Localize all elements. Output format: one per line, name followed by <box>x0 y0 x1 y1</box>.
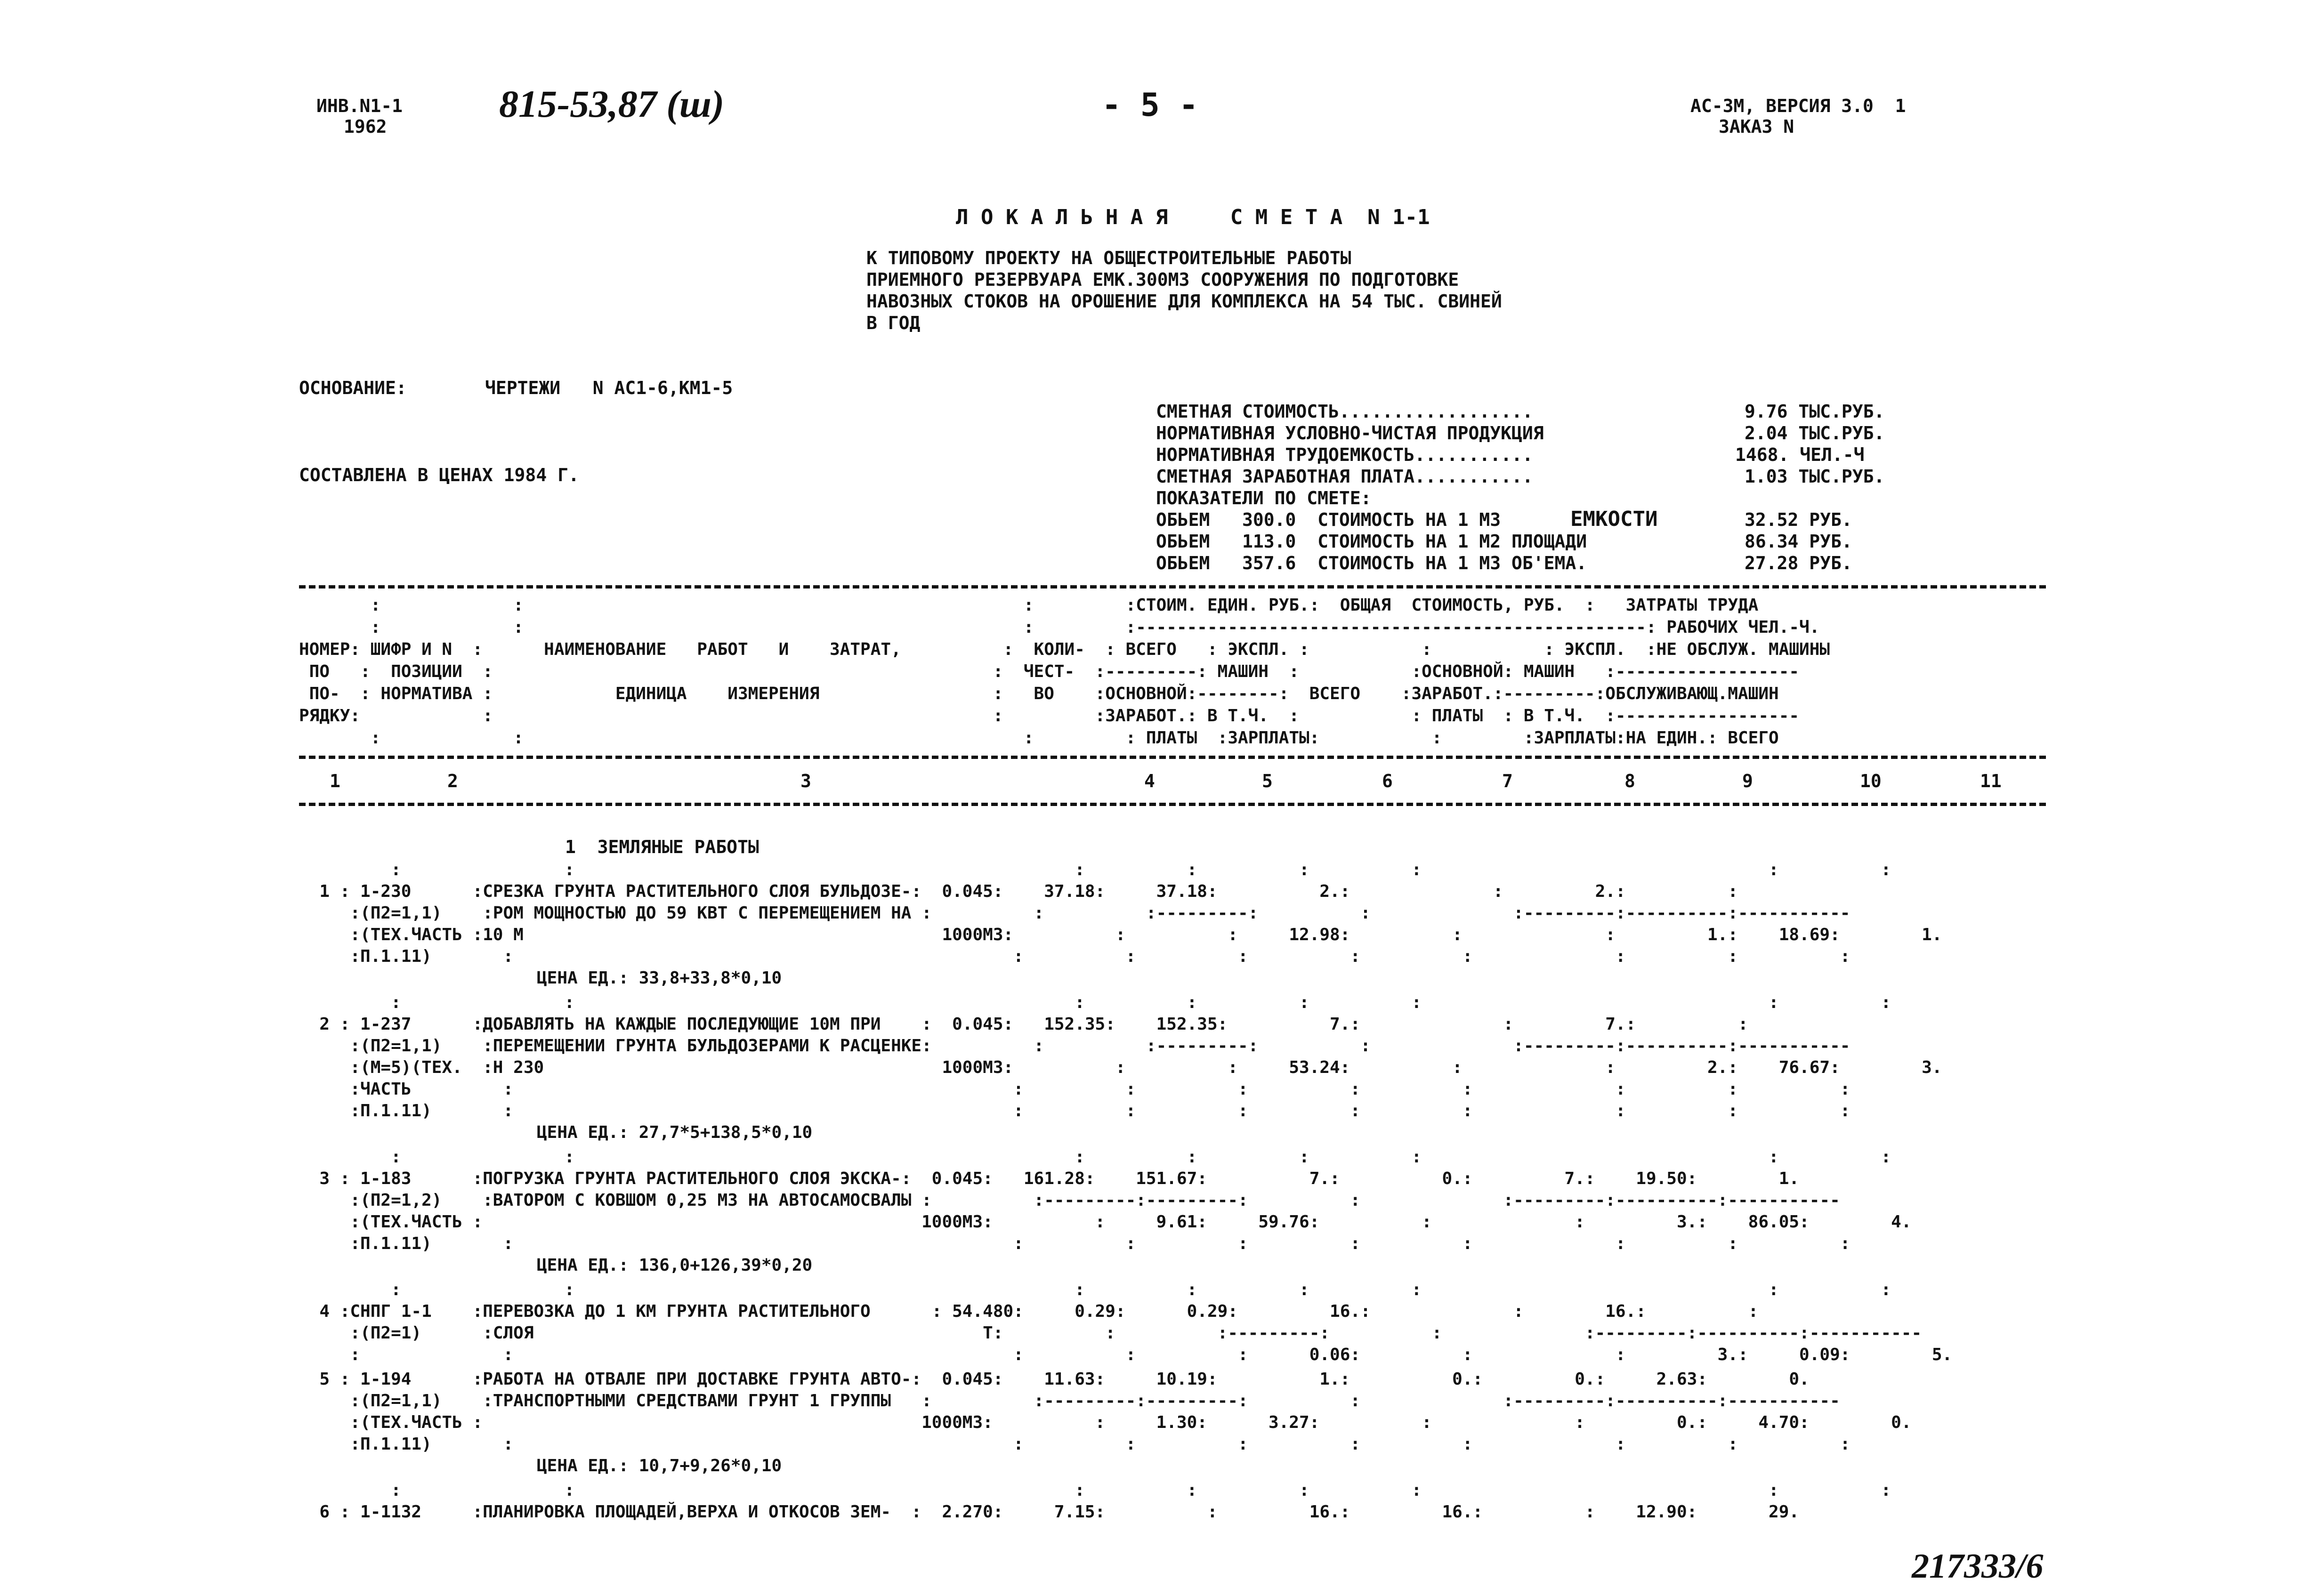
summary-label: СМЕТНАЯ СТОИМОСТЬ.................. <box>1156 401 1533 422</box>
estimate-entry <box>299 1480 2069 1523</box>
entry-line: 3 : 1-183 :ПОГРУЗКА ГРУНТА РАСТИТЕЛЬНОГО СЛОЯ ЭКСКА-: 0.045: 161.28: 151.67: 7.: 0.: 7.: 19.50: 1. <box>299 1169 1800 1188</box>
table-header-row: РЯДКУ: : : :ЗАРАБОТ.: В Т.Ч. : : ПЛАТЫ : В Т.Ч. :------------------ <box>299 706 1800 725</box>
table-rule-header <box>299 756 2046 759</box>
summary-value: 2.04 ТЫС.РУБ. <box>1745 423 1885 443</box>
entry-line: : : : : : : : : <box>299 1147 1891 1167</box>
entry-line: :(ТЕХ.ЧАСТЬ : 1000М3: : 9.61: 59.76: : : 3.: 86.05: 4. <box>299 1212 1912 1232</box>
entry-unit-price: ЦЕНА ЕД.: 136,0+126,39*0,20 <box>537 1256 813 1275</box>
inventory-year: 1962 <box>344 116 387 137</box>
entry-line: :(П2=1,1) :ТРАНСПОРТНЫМИ СРЕДСТВАМИ ГРУНТ 1 ГРУППЫ : :---------:---------: : :---------:----------:----------- <box>299 1391 1840 1411</box>
entry-line: : : : : : 0.06: : : 3.: 0.09: 5. <box>299 1345 1953 1364</box>
column-number: 7 <box>1502 771 1513 791</box>
subtitle-line: НАВОЗНЫХ СТОКОВ НА ОРОШЕНИЕ ДЛЯ КОМПЛЕКСА НА 54 ТЫС. СВИНЕЙ <box>866 291 1502 312</box>
entry-unit-price: ЦЕНА ЕД.: 10,7+9,26*0,10 <box>537 1456 782 1475</box>
section-title: 1 ЗЕМЛЯНЫЕ РАБОТЫ <box>565 837 759 857</box>
column-number: 4 <box>1144 771 1155 791</box>
estimate-entry <box>299 1279 2069 1366</box>
entry-unit-price: ЦЕНА ЕД.: 33,8+33,8*0,10 <box>537 968 782 988</box>
summary-value: 1468. ЧЕЛ.-Ч <box>1735 444 1865 465</box>
subtitle-line: В ГОД <box>866 313 921 333</box>
entry-line: : : : : : : : : <box>299 1280 1891 1299</box>
table-rule-numbers <box>299 803 2046 806</box>
column-number: 5 <box>1262 771 1273 791</box>
basis-prices: СОСТАВЛЕНА В ЦЕНАХ 1984 Г. <box>299 465 579 485</box>
column-number: 10 <box>1860 771 1882 791</box>
column-number: 8 <box>1624 771 1635 791</box>
column-number: 9 <box>1742 771 1753 791</box>
column-number: 1 <box>330 771 340 791</box>
entries-list <box>299 859 2069 1523</box>
indicator-text: ОБЬЕМ 300.0 СТОИМОСТЬ НА 1 М3 <box>1156 509 1501 530</box>
table-header-row: : : : : ПЛАТЫ :ЗАРПЛАТЫ: : :ЗАРПЛАТЫ:НА ЕДИН.: ВСЕГО <box>299 728 1779 748</box>
table-header-row: : : : :--------------------------------------------------: РАБОЧИХ ЧЕЛ.-Ч. <box>299 618 1820 637</box>
entry-line: :(П2=1) :СЛОЯ Т: : :---------: : :---------:----------:----------- <box>299 1323 1922 1343</box>
entry-line: :(ТЕХ.ЧАСТЬ : 1000М3: : 1.30: 3.27: : : 0.: 4.70: 0. <box>299 1413 1912 1432</box>
summary-label: НОРМАТИВНАЯ ТРУДОЕМКОСТЬ........... <box>1156 444 1533 465</box>
entry-line: :П.1.11) : : : : : : : : : <box>299 947 1850 966</box>
estimate-entry <box>299 992 2069 1144</box>
subtitle-block <box>866 247 1502 334</box>
table-rule-top <box>299 585 2046 588</box>
entry-line: : : : : : : : : <box>299 860 1891 879</box>
entry-line: : : : : : : : : <box>299 993 1891 1012</box>
handwritten-archive-number: 217333/6 <box>1912 1547 2044 1586</box>
indicator-text: ОБЬЕМ 113.0 СТОИМОСТЬ НА 1 М2 ПЛОЩАДИ <box>1156 531 1587 552</box>
basis-drawings: ЧЕРТЕЖИ N АС1-6,КМ1-5 <box>485 378 733 398</box>
entry-line: : : : : : : : : <box>299 1481 1891 1500</box>
table-header-row: ПО : ПОЗИЦИИ : : ЧЕСТ- :---------: МАШИН : :ОСНОВНОЙ: МАШИН :------------------ <box>299 662 1800 681</box>
entry-line: :П.1.11) : : : : : : : : : <box>299 1234 1850 1253</box>
table-header-row: НОМЕР: ШИФР И N : НАИМЕНОВАНИЕ РАБОТ И ЗАТРАТ, : КОЛИ- : ВСЕГО : ЭКСПЛ. : : : ЭКСПЛ. :НЕ ОБСЛУЖ. МАШИНЫ <box>299 640 1830 659</box>
entry-line: :П.1.11) : : : : : : : : : <box>299 1435 1850 1454</box>
summary-label: НОРМАТИВНАЯ УСЛОВНО-ЧИСТАЯ ПРОДУКЦИЯ <box>1156 423 1544 443</box>
column-number: 3 <box>800 771 811 791</box>
summary-value: 9.76 ТЫС.РУБ. <box>1745 401 1885 422</box>
entry-line: :(П2=1,2) :ВАТОРОМ С КОВШОМ 0,25 М3 НА АВТОСАМОСВАЛЫ : :---------:---------: : :---------:----------:----------- <box>299 1191 1840 1210</box>
column-number: 2 <box>447 771 458 791</box>
estimate-entry <box>299 1146 2069 1276</box>
table-header-row: : : : :СТОИМ. ЕДИН. РУБ.: ОБЩАЯ СТОИМОСТЬ, РУБ. : ЗАТРАТЫ ТРУДА <box>299 596 1759 615</box>
subtitle-line: ПРИЕМНОГО РЕЗЕРВУАРА ЕМК.300М3 СООРУЖЕНИЯ ПО ПОДГОТОВКЕ <box>866 269 1459 290</box>
summary-value: 1.03 ТЫС.РУБ. <box>1745 466 1885 487</box>
indicators-label: ПОКАЗАТЕЛИ ПО СМЕТЕ: <box>1156 488 1372 508</box>
order-number: ЗАКАЗ N <box>1719 116 1794 137</box>
entry-line: :(П2=1,1) :РОМ МОЩНОСТЬЮ ДО 59 КВТ С ПЕРЕМЕЩЕНИЕМ НА : : :---------: : :---------:----------:----------- <box>299 903 1850 923</box>
estimate-entry <box>299 859 2069 989</box>
entry-line: 1 : 1-230 :СРЕЗКА ГРУНТА РАСТИТЕЛЬНОГО СЛОЯ БУЛЬДОЗЕ-: 0.045: 37.18: 37.18: 2.: : 2.: : <box>299 882 1738 901</box>
column-number: 6 <box>1382 771 1393 791</box>
entry-line: :П.1.11) : : : : : : : : : <box>299 1101 1850 1120</box>
summary-label: СМЕТНАЯ ЗАРАБОТНАЯ ПЛАТА........... <box>1156 466 1533 487</box>
entry-line: 5 : 1-194 :РАБОТА НА ОТВАЛЕ ПРИ ДОСТАВКЕ ГРУНТА АВТО-: 0.045: 11.63: 10.19: 1.: 0.: 0.: 2.63: 0. <box>299 1370 1810 1389</box>
column-numbers-row <box>0 772 2303 796</box>
inventory-number: ИНВ.N1-1 <box>316 96 403 116</box>
system-version: АС-3М, ВЕРСИЯ 3.0 1 <box>1690 96 1906 116</box>
table-header-row: ПО- : НОРМАТИВА : ЕДИНИЦА ИЗМЕРЕНИЯ : ВО :ОСНОВНОЙ:--------: ВСЕГО :ЗАРАБОТ.:---------:ОБСЛУЖИВАЮЩ.МАШИН <box>299 684 1779 703</box>
entry-line: 6 : 1-1132 :ПЛАНИРОВКА ПЛОЩАДЕЙ,ВЕРХА И ОТКОСОВ ЗЕМ- : 2.270: 7.15: : 16.: 16.: : 12.90: 29. <box>299 1502 1800 1522</box>
basis-label: ОСНОВАНИЕ: <box>299 378 407 398</box>
subtitle-line: К ТИПОВОМУ ПРОЕКТУ НА ОБЩЕСТРОИТЕЛЬНЫЕ РАБОТЫ <box>866 248 1351 268</box>
indicator-value: 27.28 РУБ. <box>1745 553 1852 573</box>
page-title: Л О К А Л Ь Н А Я С М Е Т А N 1-1 <box>956 205 1430 229</box>
handwritten-code: 815-53,87 (ш) <box>499 82 725 125</box>
column-number: 11 <box>1980 771 2002 791</box>
entry-line: :(М=5)(ТЕХ. :Н 230 1000М3: : : 53.24: : : 2.: 76.67: 3. <box>299 1058 1942 1077</box>
entry-line: 4 :СНПГ 1-1 :ПЕРЕВОЗКА ДО 1 КМ ГРУНТА РАСТИТЕЛЬНОГО : 54.480: 0.29: 0.29: 16.: : 16.: : <box>299 1302 1759 1321</box>
entry-line: :ЧАСТЬ : : : : : : : : : <box>299 1080 1850 1099</box>
indicator-value: 32.52 РУБ. <box>1745 509 1852 530</box>
indicator-emphasis: ЕМКОСТИ <box>1570 507 1658 531</box>
estimate-entry <box>299 1369 2069 1477</box>
entry-line: :(П2=1,1) :ПЕРЕМЕЩЕНИИ ГРУНТА БУЛЬДОЗЕРАМИ К РАСЦЕНКЕ: : :---------: : :---------:----------:----------- <box>299 1036 1850 1056</box>
entry-line: :(ТЕХ.ЧАСТЬ :10 М 1000М3: : : 12.98: : : 1.: 18.69: 1. <box>299 925 1942 944</box>
entry-unit-price: ЦЕНА ЕД.: 27,7*5+138,5*0,10 <box>537 1123 813 1142</box>
indicator-text: ОБЬЕМ 357.6 СТОИМОСТЬ НА 1 М3 ОБ'ЕМА. <box>1156 553 1587 573</box>
page-number: - 5 - <box>1102 87 1198 124</box>
table-header <box>299 594 1830 749</box>
entry-line: 2 : 1-237 :ДОБАВЛЯТЬ НА КАЖДЫЕ ПОСЛЕДУЮЩИЕ 10М ПРИ : 0.045: 152.35: 152.35: 7.: : 7.: : <box>299 1015 1748 1034</box>
indicator-value: 86.34 РУБ. <box>1745 531 1852 552</box>
